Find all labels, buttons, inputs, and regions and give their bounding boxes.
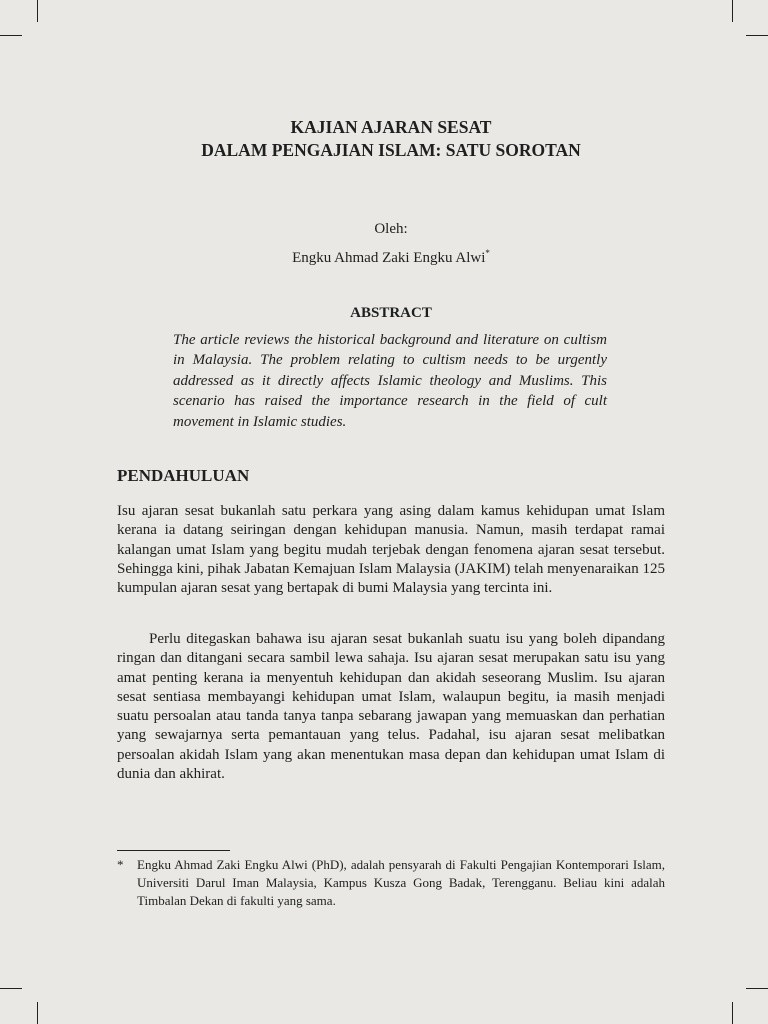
footnote: [117, 856, 665, 910]
crop-mark: [0, 988, 22, 989]
title-line-1: KAJIAN AJARAN SESAT: [290, 117, 492, 137]
paragraph-1: Isu ajaran sesat bukanlah satu perkara yang asing dalam kamus kehidupan umat Islam kerana ia datang seiringan dengan kehidupan manusia. Namun, masih terdapat ramai kalangan umat Islam yang begitu mudah terjebak dengan fenomena ajaran sesat tersebut. Sehingga kini, pihak Jabatan Kemajuan Islam Malaysia (JAKIM) telah menyenaraikan 125 kumpulan ajaran sesat yang bertapak di bumi Malaysia yang tercinta ini.: [117, 503, 665, 597]
crop-mark: [746, 35, 768, 36]
title-line-2: DALAM PENGAJIAN ISLAM: SATU SOROTAN: [201, 140, 581, 160]
paragraph-2: Perlu ditegaskan bahawa isu ajaran sesat bukanlah suatu isu yang boleh dipandang ringan dan ditangani secara sambil lewa sahaja. Isu ajaran sesat merupakan satu isu yang amat penting kerana ia menyentuh kehidupan dan akidah seseorang Muslim. Isu ajaran sesat sentiasa membayangi kehidupan umat Islam, walaupun begitu, ia masih menjadi suatu persoalan atau tanda tanya tanpa sebarang jawapan yang memuaskan dan perhatian yang sewajarnya serta pemantauan yang telus. Padahal, isu ajaran sesat melibatkan persoalan akidah Islam yang akan menentukan masa depan dan kehidupan umat Islam di dunia dan akhirat.: [117, 631, 665, 783]
section-heading: PENDAHULUAN: [117, 466, 250, 485]
crop-mark: [0, 35, 22, 36]
author-name: [117, 243, 665, 268]
abstract-heading: ABSTRACT: [350, 305, 432, 321]
article-title: [117, 116, 665, 162]
footnote-rule: [117, 850, 230, 851]
crop-mark: [37, 1002, 38, 1024]
byline-label: Oleh:: [374, 221, 408, 237]
author-text: Engku Ahmad Zaki Engku Alwi: [292, 250, 486, 266]
footnote-text: Engku Ahmad Zaki Engku Alwi (PhD), adalah pensyarah di Fakulti Pengajian Kontemporari Islam, Universiti Darul Iman Malaysia, Kampus Kusza Gong Badak, Terengganu. Beliau kini adalah Timbalan Dekan di fakulti yang sama.: [137, 857, 665, 908]
author-footnote-mark: *: [485, 248, 490, 258]
abstract-text: The article reviews the historical background and literature on cultism in Malaysia. The problem relating to cultism needs to be urgently addressed as it directly affects Islamic theology and Muslims. This scenario has raised the importance research in the field of cult movement in Islamic studies.: [173, 332, 607, 430]
crop-mark: [37, 0, 38, 22]
crop-mark: [746, 988, 768, 989]
crop-mark: [732, 1002, 733, 1024]
crop-mark: [732, 0, 733, 22]
footnote-mark: *: [117, 857, 124, 872]
